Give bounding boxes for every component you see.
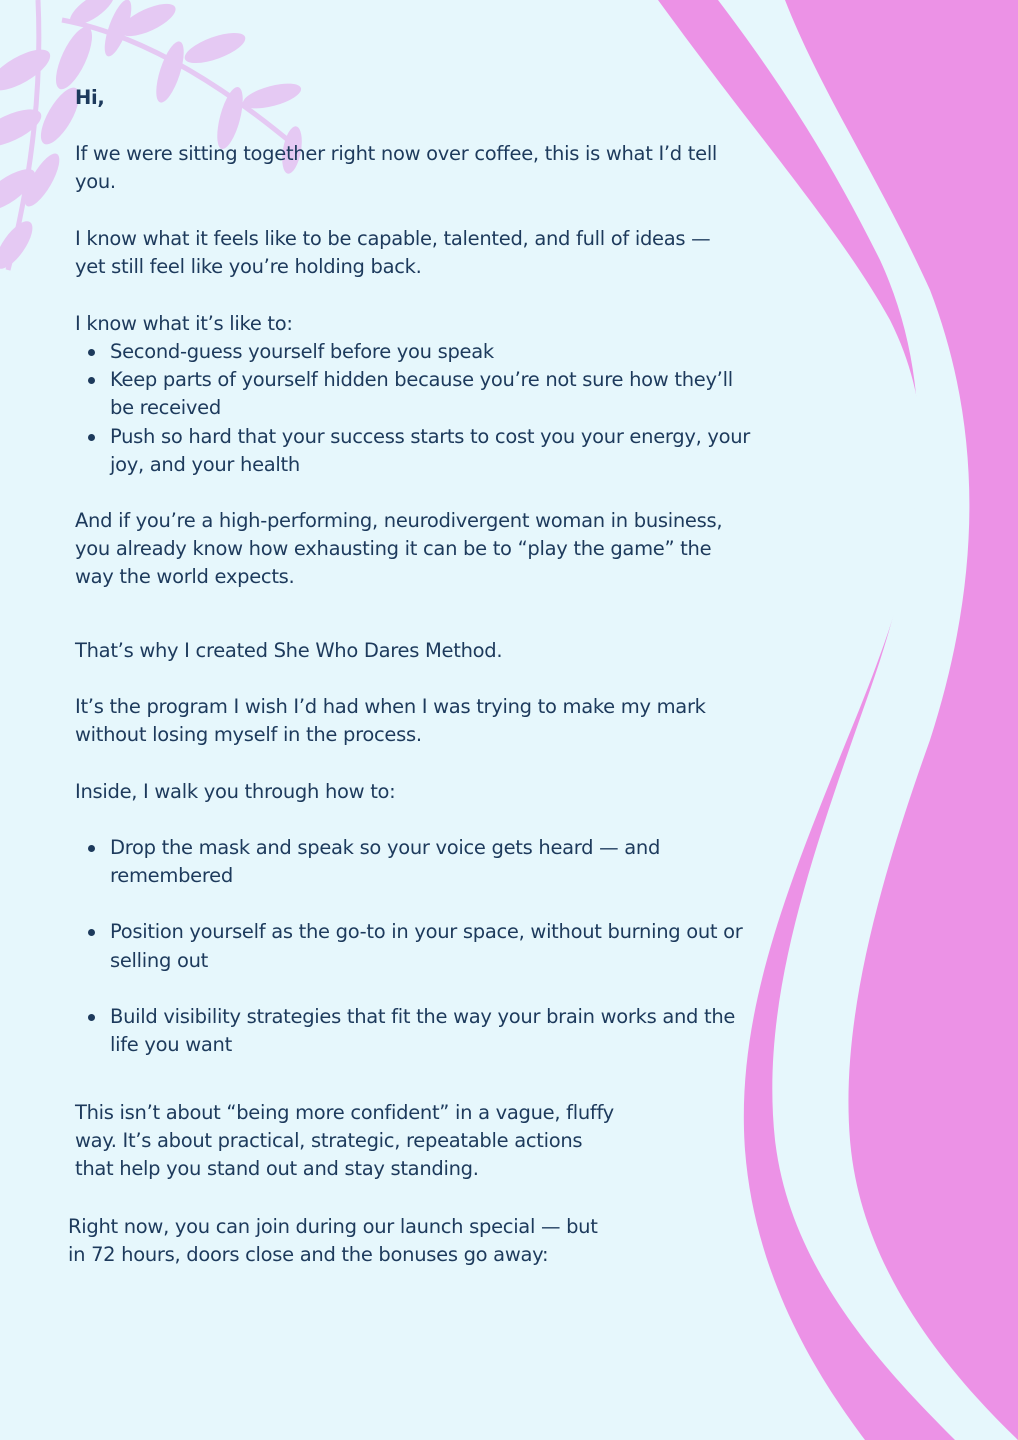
program-benefits-list <box>75 834 755 1087</box>
paragraph-capable: I know what it feels like to be capable, talented, and full of ideas — yet still feel like you’re holding back. <box>75 227 711 279</box>
paragraph-neurodivergent: And if you’re a high-performing, neurodivergent woman in business, you already know how exhausting it can be to “play the game” the way the world expects. <box>75 509 723 589</box>
list-item: Second-guess yourself before you speak <box>75 338 755 366</box>
list-item: Keep parts of yourself hidden because you’re not sure how they’ll be received <box>75 366 755 422</box>
paragraph-launch-special: Right now, you can join during our launch special — but in 72 hours, doors close and the bonuses go away: <box>68 1215 598 1267</box>
list-item: Push so hard that your success starts to cost you your energy, your joy, and your health <box>75 423 755 479</box>
paragraph-inside: Inside, I walk you through how to: <box>75 780 396 803</box>
paragraph-created: That’s why I created She Who Dares Method. <box>75 639 503 662</box>
paragraph-not-confidence: This isn’t about “being more confident” in a vague, fluffy way. It’s about practical, strategic, repeatable actions that help you stand out and stay standing. <box>75 1101 614 1181</box>
greeting: Hi, <box>75 86 105 109</box>
list-item: Position yourself as the go-to in your space, without burning out or selling out <box>75 918 755 974</box>
struggles-list <box>75 338 755 479</box>
paragraph-coffee: If we were sitting together right now over coffee, this is what I’d tell you. <box>75 142 718 194</box>
paragraph-know-what: I know what it’s like to: <box>75 312 293 335</box>
list-item: Drop the mask and speak so your voice gets heard — and remembered <box>75 834 755 890</box>
list-item: Build visibility strategies that fit the way your brain works and the life you want <box>75 1003 755 1059</box>
paragraph-program: It’s the program I wish I’d had when I was trying to make my mark without losing myself in the process. <box>75 695 706 747</box>
